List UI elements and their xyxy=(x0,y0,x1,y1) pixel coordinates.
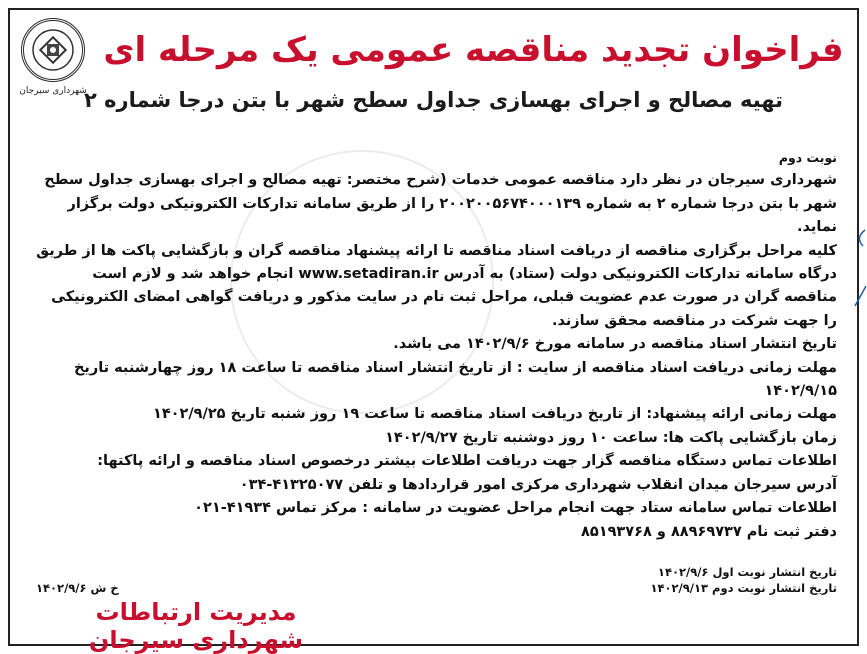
second-publication-date: تاریخ انتشار نوبت دوم ۱۴۰۲/۹/۱۳ xyxy=(650,581,837,595)
paragraph-setad-contact: اطلاعات تماس سامانه ستاد جهت انجام مراحل عضویت در سامانه : مرکز تماس ۴۱۹۳۴-۰۲۱ xyxy=(194,500,837,517)
paragraph-doc-deadline: مهلت زمانی دریافت اسناد مناقصه از سایت : از تاریخ انتشار اسناد مناقصه تا ساعت ۱۸ روز چهارشنبه تاریخ ۱۴۰۲/۹/۱۵ xyxy=(73,359,837,400)
issuer-signature: مدیریت ارتباطات شهرداری سیرجان xyxy=(88,598,304,654)
notice-subtitle: تهیه مصالح و اجرای بهسازی جداول سطح شهر با بتن درجا شماره ۲ xyxy=(83,88,784,112)
paragraph-registration: دفتر ثبت نام ۸۸۹۶۹۷۳۷ و ۸۵۱۹۳۷۶۸ xyxy=(581,523,837,540)
paragraph-address: آدرس سیرجان میدان انقلاب شهرداری مرکزی امور قراردادها و تلفن ۴۱۳۲۵۰۷۷-۰۳۴ xyxy=(239,476,837,493)
first-publication-date: تاریخ انتشار نوبت اول ۱۴۰۲/۹/۶ xyxy=(657,565,837,579)
logo-caption: شهرداری سیرجان xyxy=(19,86,87,96)
paragraph-offer-deadline: مهلت زمانی ارائه پیشنهاد: از تاریخ دریافت اسناد مناقصه تا ساعت ۱۹ روز شنبه تاریخ ۱۴۰۲/۹/۲۵ xyxy=(152,406,837,423)
paragraph-process: کلیه مراحل برگزاری مناقصه از دریافت اسناد مناقصه تا ارائه پیشنهاد مناقصه گران و بازگشایی پاکت ها از طریق درگاه سامانه تدارکات الکترونیکی دولت (ستاد) به آدرس www.setadiran.ir انجام خواهد شد و لازم است مناقصه گران در صورت عدم عضویت قبلی، مراحل ثبت نام در سایت مذکور و دریافت گواهی امضای الکترونیکی را جهت شرکت در مناقصه محقق سازند. xyxy=(36,242,837,329)
round-label: نوبت دوم xyxy=(778,150,837,165)
margin-pen-mark-icon xyxy=(853,226,867,316)
paragraph-description: شهرداری سیرجان در نظر دارد مناقصه عمومی خدمات (شرح مختصر: تهیه مصالح و اجرای بهسازی جداول سطح شهر با بتن درجا شماره ۲ به شماره ۲۰۰۲۰۰۵۶۷۴۰۰۰۱۳۹ را از طریق سامانه تدارکات الکترونیکی دولت برگزار نماید. xyxy=(44,172,837,236)
paragraph-opening-time: زمان بازگشایی پاکت ها: ساعت ۱۰ روز دوشنبه تاریخ ۱۴۰۲/۹/۲۷ xyxy=(385,429,837,446)
publication-dates xyxy=(36,564,837,596)
paragraph-publish-date: تاریخ انتشار اسناد مناقصه در سامانه مورخ ۱۴۰۲/۹/۶ می باشد. xyxy=(393,336,837,353)
municipality-emblem-icon xyxy=(21,18,85,82)
notice-body xyxy=(36,146,837,544)
paragraph-contact-heading: اطلاعات تماس دستگاه مناقصه گزار جهت دریافت اطلاعات بیشتر درخصوص اسناد مناقصه و ارائه پاکتها: xyxy=(97,453,837,470)
notice-title: فراخوان تجدید مناقصه عمومی یک مرحله ای xyxy=(103,30,844,70)
publication-code: خ ش ۱۴۰۲/۹/۶ xyxy=(36,581,119,595)
